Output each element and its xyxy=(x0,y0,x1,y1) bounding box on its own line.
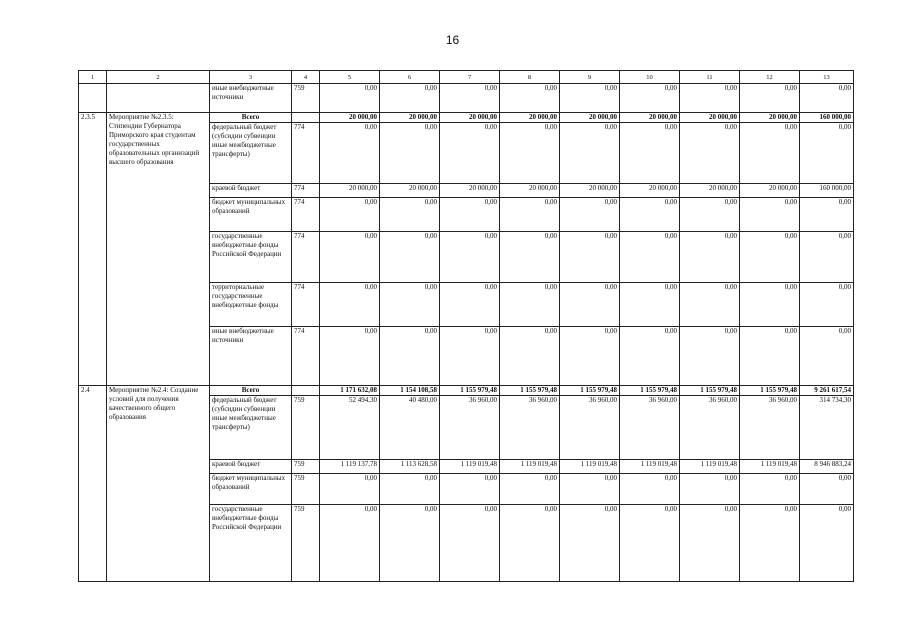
row-number-cell: 2.3.5 xyxy=(79,113,107,386)
value-cell: 0,00 xyxy=(500,474,560,505)
value-cell: 20 000,00 xyxy=(680,113,740,123)
code-cell: 774 xyxy=(292,123,320,184)
funding-source-cell: бюджет муниципальных образований xyxy=(210,474,292,505)
value-cell: 0,00 xyxy=(500,198,560,232)
value-cell: 0,00 xyxy=(680,84,740,113)
value-cell: 0,00 xyxy=(380,327,440,385)
activity-name-cell: Мероприятие №2.3.5: Стипендии Губернатора Приморского края студентам государственных образовательных организаций высшего образования xyxy=(107,113,210,386)
code-cell: 774 xyxy=(292,198,320,232)
code-cell: 759 xyxy=(292,396,320,460)
value-cell: 1 155 979,48 xyxy=(500,385,560,395)
value-cell: 1 119 019,48 xyxy=(500,459,560,473)
value-cell: 0,00 xyxy=(560,283,620,327)
value-cell: 160 000,00 xyxy=(800,113,854,123)
value-cell: 36 960,00 xyxy=(740,396,800,460)
column-header: 7 xyxy=(440,71,500,84)
column-header: 8 xyxy=(500,71,560,84)
value-cell: 20 000,00 xyxy=(440,183,500,197)
activity-name-cell xyxy=(107,84,210,113)
value-cell: 0,00 xyxy=(320,504,380,581)
value-cell: 1 119 019,48 xyxy=(560,459,620,473)
column-header: 2 xyxy=(107,71,210,84)
value-cell: 0,00 xyxy=(440,327,500,385)
column-header: 5 xyxy=(320,71,380,84)
value-cell: 0,00 xyxy=(560,84,620,113)
value-cell: 0,00 xyxy=(320,123,380,184)
value-cell: 36 960,00 xyxy=(440,396,500,460)
value-cell: 1 155 979,48 xyxy=(560,385,620,395)
budget-table xyxy=(78,70,854,582)
value-cell: 0,00 xyxy=(620,198,680,232)
value-cell: 0,00 xyxy=(740,327,800,385)
funding-source-cell: территориальные государственные внебюджетные фонды xyxy=(210,283,292,327)
value-cell: 0,00 xyxy=(560,474,620,505)
code-cell: 759 xyxy=(292,84,320,113)
code-cell: 759 xyxy=(292,504,320,581)
value-cell: 20 000,00 xyxy=(560,113,620,123)
value-cell: 0,00 xyxy=(500,327,560,385)
value-cell: 0,00 xyxy=(800,474,854,505)
value-cell: 20 000,00 xyxy=(380,183,440,197)
page-number: 16 xyxy=(445,33,460,47)
value-cell: 0,00 xyxy=(620,504,680,581)
value-cell: 1 119 019,48 xyxy=(680,459,740,473)
value-cell: 20 000,00 xyxy=(680,183,740,197)
value-cell: 0,00 xyxy=(740,504,800,581)
table-row xyxy=(79,113,854,123)
funding-source-cell: иные внебюджетные источники xyxy=(210,84,292,113)
value-cell: 0,00 xyxy=(680,283,740,327)
value-cell: 0,00 xyxy=(320,327,380,385)
value-cell: 1 113 628,58 xyxy=(380,459,440,473)
value-cell: 36 960,00 xyxy=(680,396,740,460)
value-cell: 0,00 xyxy=(440,474,500,505)
value-cell: 0,00 xyxy=(440,84,500,113)
column-header: 13 xyxy=(800,71,854,84)
value-cell: 0,00 xyxy=(740,123,800,184)
table-row xyxy=(79,385,854,395)
value-cell: 0,00 xyxy=(380,283,440,327)
value-cell: 0,00 xyxy=(620,283,680,327)
value-cell: 0,00 xyxy=(740,84,800,113)
column-header: 9 xyxy=(560,71,620,84)
code-cell xyxy=(292,385,320,395)
funding-source-cell: государственные внебюджетные фонды Российской Федерации xyxy=(210,504,292,581)
value-cell: 20 000,00 xyxy=(740,113,800,123)
funding-source-cell: краевой бюджет xyxy=(210,183,292,197)
value-cell: 1 155 979,48 xyxy=(620,385,680,395)
table-row xyxy=(79,84,854,113)
column-header: 6 xyxy=(380,71,440,84)
code-cell: 774 xyxy=(292,183,320,197)
value-cell: 1 155 979,48 xyxy=(680,385,740,395)
value-cell: 20 000,00 xyxy=(380,113,440,123)
value-cell: 1 154 108,58 xyxy=(380,385,440,395)
value-cell: 0,00 xyxy=(620,123,680,184)
value-cell: 20 000,00 xyxy=(500,113,560,123)
value-cell: 9 261 617,54 xyxy=(800,385,854,395)
value-cell: 20 000,00 xyxy=(620,183,680,197)
value-cell: 1 119 137,78 xyxy=(320,459,380,473)
value-cell: 0,00 xyxy=(320,84,380,113)
table-body xyxy=(79,71,854,582)
value-cell: 0,00 xyxy=(680,474,740,505)
value-cell: 0,00 xyxy=(740,232,800,283)
value-cell: 1 119 019,48 xyxy=(740,459,800,473)
value-cell: 0,00 xyxy=(320,232,380,283)
value-cell: 0,00 xyxy=(440,283,500,327)
value-cell: 0,00 xyxy=(320,198,380,232)
funding-source-cell: краевой бюджет xyxy=(210,459,292,473)
value-cell: 0,00 xyxy=(680,123,740,184)
value-cell: 314 734,30 xyxy=(800,396,854,460)
value-cell: 0,00 xyxy=(740,198,800,232)
value-cell: 0,00 xyxy=(800,232,854,283)
code-cell: 759 xyxy=(292,459,320,473)
value-cell: 1 155 979,48 xyxy=(440,385,500,395)
funding-source-cell: бюджет муниципальных образований xyxy=(210,198,292,232)
value-cell: 0,00 xyxy=(440,123,500,184)
value-cell: 0,00 xyxy=(680,198,740,232)
row-number-cell: 2.4 xyxy=(79,385,107,581)
code-cell xyxy=(292,113,320,123)
value-cell: 0,00 xyxy=(500,232,560,283)
value-cell: 0,00 xyxy=(800,504,854,581)
value-cell: 36 960,00 xyxy=(620,396,680,460)
value-cell: 0,00 xyxy=(560,232,620,283)
value-cell: 0,00 xyxy=(380,123,440,184)
value-cell: 0,00 xyxy=(440,232,500,283)
value-cell: 0,00 xyxy=(500,283,560,327)
value-cell: 0,00 xyxy=(320,474,380,505)
value-cell: 0,00 xyxy=(620,474,680,505)
value-cell: 0,00 xyxy=(800,327,854,385)
value-cell: 0,00 xyxy=(740,474,800,505)
column-header: 10 xyxy=(620,71,680,84)
code-cell: 759 xyxy=(292,474,320,505)
value-cell: 20 000,00 xyxy=(440,113,500,123)
value-cell: 160 000,00 xyxy=(800,183,854,197)
value-cell: 20 000,00 xyxy=(620,113,680,123)
funding-source-cell: федеральный бюджет (субсидии субвенции иные межбюджетные трансферты) xyxy=(210,396,292,460)
value-cell: 0,00 xyxy=(560,123,620,184)
value-cell: 20 000,00 xyxy=(320,183,380,197)
value-cell: 0,00 xyxy=(560,327,620,385)
funding-source-cell: Всего xyxy=(210,113,292,123)
value-cell: 0,00 xyxy=(380,198,440,232)
value-cell: 0,00 xyxy=(440,198,500,232)
value-cell: 8 946 883,24 xyxy=(800,459,854,473)
value-cell: 0,00 xyxy=(500,504,560,581)
value-cell: 20 000,00 xyxy=(500,183,560,197)
value-cell: 0,00 xyxy=(740,283,800,327)
value-cell: 20 000,00 xyxy=(320,113,380,123)
column-header: 12 xyxy=(740,71,800,84)
value-cell: 0,00 xyxy=(380,84,440,113)
value-cell: 0,00 xyxy=(620,84,680,113)
value-cell: 36 960,00 xyxy=(560,396,620,460)
code-cell: 774 xyxy=(292,232,320,283)
value-cell: 0,00 xyxy=(800,123,854,184)
header-row xyxy=(79,71,854,84)
value-cell: 0,00 xyxy=(620,327,680,385)
value-cell: 0,00 xyxy=(560,198,620,232)
value-cell: 0,00 xyxy=(500,84,560,113)
value-cell: 0,00 xyxy=(380,504,440,581)
value-cell: 0,00 xyxy=(680,232,740,283)
value-cell: 0,00 xyxy=(800,283,854,327)
row-number-cell xyxy=(79,84,107,113)
funding-source-cell: государственные внебюджетные фонды Российской Федерации xyxy=(210,232,292,283)
value-cell: 1 155 979,48 xyxy=(740,385,800,395)
code-cell: 774 xyxy=(292,283,320,327)
value-cell: 1 119 019,48 xyxy=(440,459,500,473)
value-cell: 0,00 xyxy=(320,283,380,327)
value-cell: 0,00 xyxy=(380,232,440,283)
value-cell: 0,00 xyxy=(680,504,740,581)
value-cell: 36 960,00 xyxy=(500,396,560,460)
value-cell: 40 480,00 xyxy=(380,396,440,460)
value-cell: 20 000,00 xyxy=(740,183,800,197)
value-cell: 0,00 xyxy=(620,232,680,283)
column-header: 4 xyxy=(292,71,320,84)
value-cell: 0,00 xyxy=(380,474,440,505)
column-header: 3 xyxy=(210,71,292,84)
value-cell: 0,00 xyxy=(440,504,500,581)
value-cell: 1 119 019,48 xyxy=(620,459,680,473)
value-cell: 0,00 xyxy=(560,504,620,581)
activity-name-cell: Мероприятие №2.4: Создание условий для получения качественного общего образования xyxy=(107,385,210,581)
value-cell: 0,00 xyxy=(800,198,854,232)
value-cell: 0,00 xyxy=(680,327,740,385)
value-cell: 0,00 xyxy=(500,123,560,184)
column-header: 11 xyxy=(680,71,740,84)
code-cell: 774 xyxy=(292,327,320,385)
funding-source-cell: федеральный бюджет (субсидии субвенции иные межбюджетные трансферты) xyxy=(210,123,292,184)
funding-source-cell: Всего xyxy=(210,385,292,395)
value-cell: 1 171 632,08 xyxy=(320,385,380,395)
value-cell: 0,00 xyxy=(800,84,854,113)
value-cell: 20 000,00 xyxy=(560,183,620,197)
funding-source-cell: иные внебюджетные источники xyxy=(210,327,292,385)
column-header: 1 xyxy=(79,71,107,84)
value-cell: 52 494,30 xyxy=(320,396,380,460)
